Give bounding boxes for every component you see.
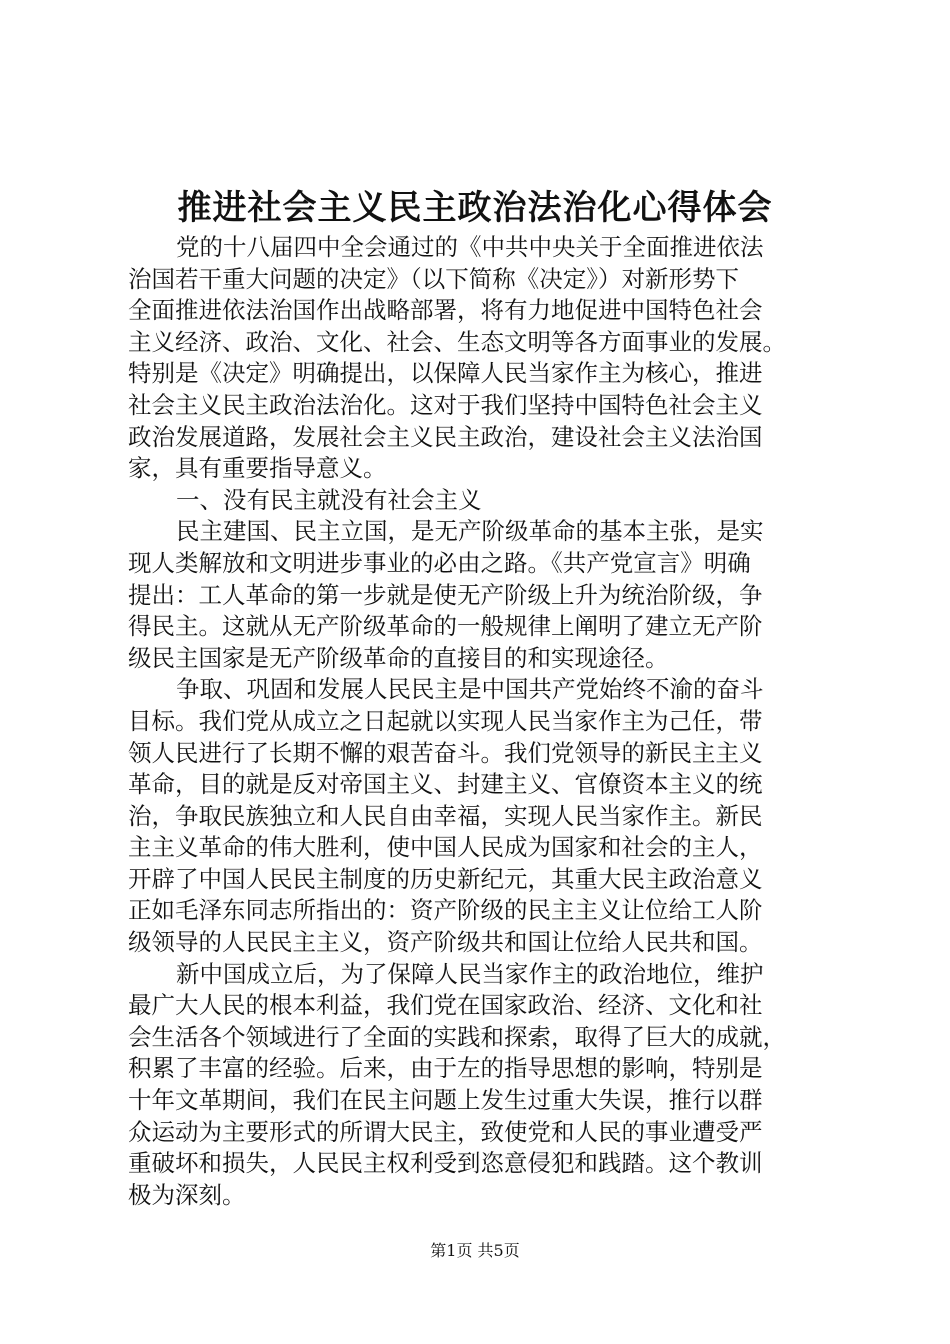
text-line: 治，争取民族独立和人民自由幸福，实现人民当家作主。新民 — [128, 801, 763, 830]
text-line: 开辟了中国人民民主制度的历史新纪元，其重大民主政治意义 — [128, 864, 763, 893]
text-line: 一、没有民主就没有社会主义 — [176, 485, 482, 514]
text-line: 得民主。这就从无产阶级革命的一般规律上阐明了建立无产阶 — [128, 612, 763, 641]
text-line: 级领导的人民民主主义，资产阶级共和国让位给人民共和国。 — [128, 928, 763, 957]
text-line: 社会主义民主政治法治化。这对于我们坚持中国特色社会主义 — [128, 390, 763, 419]
text-line: 目标。我们党从成立之日起就以实现人民当家作主为己任，带 — [128, 706, 763, 735]
text-line: 正如毛泽东同志所指出的：资产阶级的民主主义让位给工人阶 — [128, 896, 763, 925]
text-line: 会生活各个领域进行了全面的实践和探索，取得了巨大的成就， — [128, 1022, 786, 1051]
text-line: 争取、巩固和发展人民民主是中国共产党始终不渝的奋斗 — [176, 675, 764, 704]
document-title: 推进社会主义民主政治法治化心得体会 — [177, 188, 773, 228]
text-line: 革命，目的就是反对帝国主义、封建主义、官僚资本主义的统 — [128, 770, 763, 799]
text-line: 领人民进行了长期不懈的艰苦奋斗。我们党领导的新民主主义 — [128, 738, 763, 767]
text-line: 众运动为主要形式的所谓大民主，致使党和人民的事业遭受严 — [128, 1117, 763, 1146]
text-line: 现人类解放和文明进步事业的必由之路。《共产党宣言》明确 — [128, 548, 751, 577]
text-line: 积累了丰富的经验。后来，由于左的指导思想的影响，特别是 — [128, 1054, 763, 1083]
text-line: 治国若干重大问题的决定》（以下简称《决定》）对新形势下 — [128, 264, 739, 293]
text-line: 最广大人民的根本利益，我们党在国家政治、经济、文化和社 — [128, 991, 763, 1020]
text-line: 十年文革期间，我们在民主问题上发生过重大失误，推行以群 — [128, 1086, 763, 1115]
text-line: 极为深刻。 — [128, 1180, 246, 1209]
text-line: 政治发展道路，发展社会主义民主政治，建设社会主义法治国 — [128, 422, 763, 451]
document-body — [128, 232, 848, 1211]
text-line: 家，具有重要指导意义。 — [128, 454, 387, 483]
text-line: 主义经济、政治、文化、社会、生态文明等各方面事业的发展。 — [128, 327, 786, 356]
text-line: 全面推进依法治国作出战略部署，将有力地促进中国特色社会 — [128, 296, 763, 325]
text-line: 级民主国家是无产阶级革命的直接目的和实现途径。 — [128, 643, 669, 672]
text-line: 新中国成立后，为了保障人民当家作主的政治地位，维护 — [176, 959, 764, 988]
text-line: 民主建国、民主立国，是无产阶级革命的基本主张，是实 — [176, 517, 764, 546]
text-line: 提出：工人革命的第一步就是使无产阶级上升为统治阶级，争 — [128, 580, 763, 609]
text-line: 特别是《决定》明确提出，以保障人民当家作主为核心，推进 — [128, 359, 763, 388]
text-line: 重破坏和损失，人民民主权利受到恣意侵犯和践踏。这个教训 — [128, 1149, 763, 1178]
text-line: 党的十八届四中全会通过的《中共中央关于全面推进依法 — [176, 233, 764, 261]
text-line: 主主义革命的伟大胜利，使中国人民成为国家和社会的主人， — [128, 833, 763, 862]
page-number: 第1页 共5页 — [430, 1241, 520, 1260]
